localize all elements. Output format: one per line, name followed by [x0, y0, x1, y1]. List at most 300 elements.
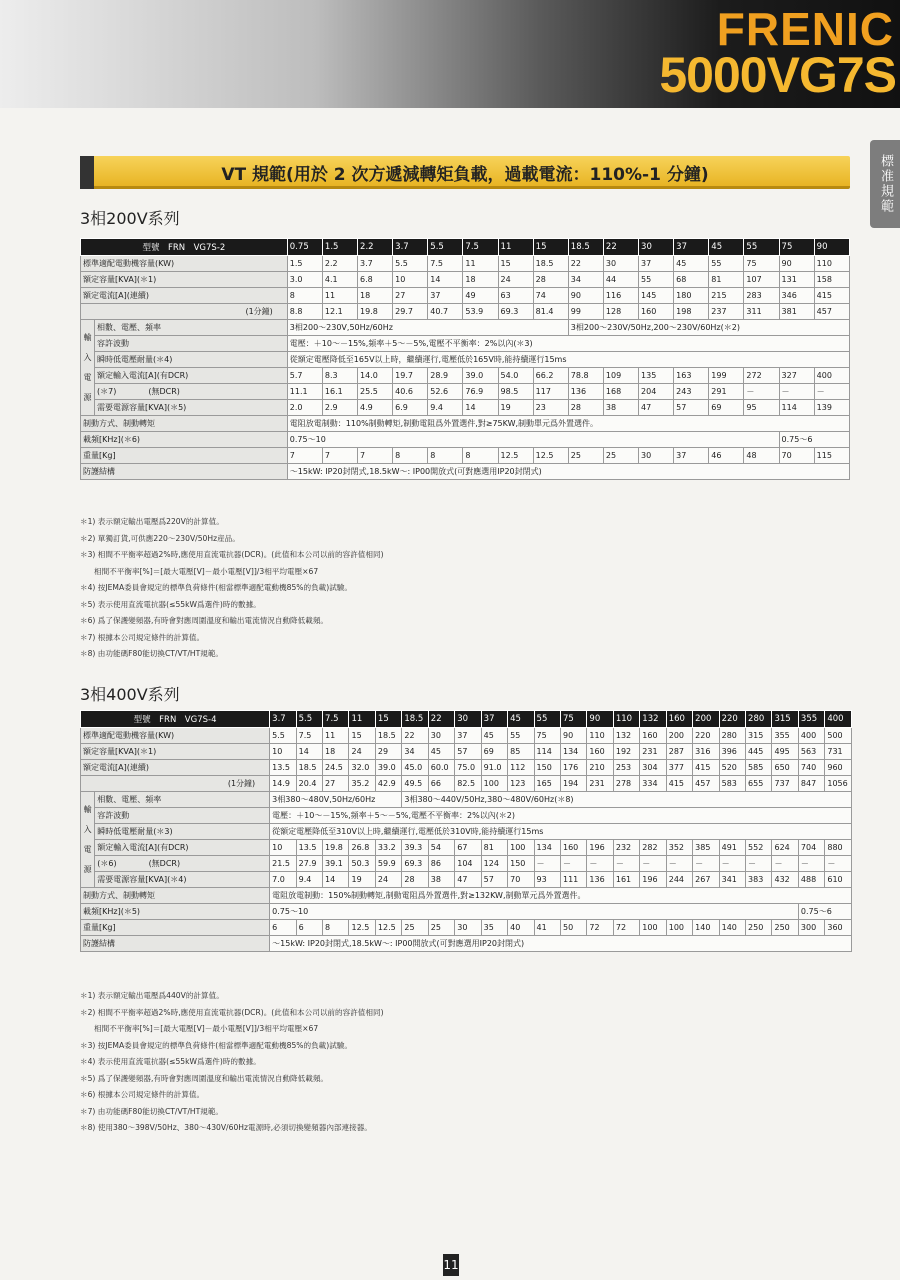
weight-row-value: 30 [639, 448, 674, 464]
motor-row [81, 256, 850, 272]
kva-row-value: 131 [779, 272, 814, 288]
power-capacity-row-value: 136 [587, 872, 613, 888]
weight-row-value: 250 [772, 920, 798, 936]
series-200v-title: 3相200V系列 [80, 209, 180, 228]
current-1min-row-value: 231 [587, 776, 613, 792]
input-current-dcr-row-value: 327 [779, 368, 814, 384]
current-1min-row-value: 334 [640, 776, 666, 792]
carrier-row-value: 0.75～10 [270, 904, 799, 920]
tolerance-row-label: 容許波動 [95, 808, 270, 824]
motor-row-value: 55 [709, 256, 744, 272]
current-1min-row-value: 847 [798, 776, 824, 792]
kva-row-value: 6.8 [358, 272, 393, 288]
motor-row-value: 500 [825, 728, 852, 744]
power-capacity-row-label: 需要電源容量[KVA](＊4) [95, 872, 270, 888]
input-current-nodcr-row-value: － [534, 856, 560, 872]
note-item: ＊5) 爲了保護變頻器,有時會對應周圍溫度和輸出電流情況自動降低載頻。 [80, 1073, 329, 1083]
braking-row [81, 888, 852, 904]
motor-row-value: 315 [746, 728, 772, 744]
model-header: 355 [798, 711, 824, 728]
model-header: 30 [455, 711, 481, 728]
kva-row-value: 44 [603, 272, 638, 288]
motor-row-value: 7.5 [296, 728, 322, 744]
input-current-nodcr-row-value: － [772, 856, 798, 872]
kva-row-value: 231 [640, 744, 666, 760]
power-capacity-row-value: 70 [508, 872, 534, 888]
current-row [81, 760, 852, 776]
input-current-dcr-row-value: 880 [825, 840, 852, 856]
model-header: 200 [693, 711, 719, 728]
current-row-value: 74 [533, 288, 568, 304]
power-capacity-row-value: 488 [798, 872, 824, 888]
kva-row-value: 55 [639, 272, 674, 288]
current-row-value: 283 [744, 288, 779, 304]
weight-row-value: 6 [296, 920, 322, 936]
enclosure-row-value: ～15kW: IP20封閉式,18.5kW～: IP00開放式(可對應選用IP20封閉式) [287, 464, 849, 480]
motor-row-value: 132 [613, 728, 639, 744]
current-row-value: 13.5 [270, 760, 296, 776]
note-item: ＊2) 相間不平衡率超過2%時,應使用直流電抗器(DCR)。(此值和本公司以前的容許值相同) [80, 1007, 384, 1017]
tolerance-row-label: 容許波動 [95, 336, 288, 352]
kva-row-value: 29 [375, 744, 401, 760]
power-capacity-row-label: 需要電源容量[KVA](＊5) [95, 400, 288, 416]
kva-row-value: 24 [498, 272, 533, 288]
weight-row-value: 30 [455, 920, 481, 936]
input-current-nodcr-row-value: 59.9 [375, 856, 401, 872]
current-row-value: 585 [746, 760, 772, 776]
enclosure-row-label: 防護結構 [81, 464, 288, 480]
model-header: 3.7 [393, 239, 428, 256]
kva-row [81, 744, 852, 760]
input-current-nodcr-row-value: 11.1 [287, 384, 322, 400]
current-1min-row-value: 278 [613, 776, 639, 792]
model-header: 400 [825, 711, 852, 728]
motor-row-value: 90 [779, 256, 814, 272]
weight-row-value: 360 [825, 920, 852, 936]
voltage-dip-row-value: 從額定電壓降低至310V以上時,繼續運行,電壓低於310V時,能持續運行15ms [270, 824, 852, 840]
power-capacity-row-value: 69 [709, 400, 744, 416]
weight-row-value: 100 [666, 920, 692, 936]
current-1min-row-value: 99 [568, 304, 603, 320]
notes-200v [80, 514, 820, 663]
model-header: 7.5 [463, 239, 498, 256]
input-current-dcr-row-value: 66.2 [533, 368, 568, 384]
current-row-value: 112 [508, 760, 534, 776]
weight-row-label: 重量[Kg] [81, 448, 288, 464]
weight-row-value: 12.5 [375, 920, 401, 936]
power-capacity-row-value: 7.0 [270, 872, 296, 888]
current-1min-row-value: 35.2 [349, 776, 375, 792]
current-1min-row-value: 49.5 [402, 776, 428, 792]
input-current-nodcr-row-label: (＊7) (無DCR) [95, 384, 288, 400]
current-1min-row-value: 100 [481, 776, 507, 792]
spec-table-200v [80, 238, 850, 480]
input-current-nodcr-row-value: 25.5 [358, 384, 393, 400]
note-item: ＊1) 表示額定輸出電壓爲440V的計算值。 [80, 991, 224, 1000]
motor-row-value: 90 [560, 728, 586, 744]
model-header: 30 [639, 239, 674, 256]
current-row-value: 176 [560, 760, 586, 776]
carrier-row-value: 0.75～6 [779, 432, 849, 448]
model-header: 90 [814, 239, 849, 256]
carrier-row-label: 載頻[KHz](＊6) [81, 432, 288, 448]
kva-row-value: 10 [270, 744, 296, 760]
model-header: 75 [560, 711, 586, 728]
motor-row-value: 200 [666, 728, 692, 744]
kva-row-value: 563 [798, 744, 824, 760]
input-current-nodcr-row-value: 291 [709, 384, 744, 400]
weight-row-value: 115 [814, 448, 849, 464]
input-current-nodcr-row-value: 76.9 [463, 384, 498, 400]
kva-row-value: 24 [349, 744, 375, 760]
motor-row-label: 標準適配電動機容量(KW) [81, 728, 270, 744]
motor-row-value: 75 [744, 256, 779, 272]
motor-row-value: 37 [639, 256, 674, 272]
current-1min-row-value: 14.9 [270, 776, 296, 792]
model-header: 22 [603, 239, 638, 256]
model-label: 型號 FRN VG7S-2 [81, 239, 288, 256]
kva-row-value: 14 [296, 744, 322, 760]
input-current-nodcr-row-value: － [746, 856, 772, 872]
input-current-nodcr-row-value: 50.3 [349, 856, 375, 872]
current-row [81, 288, 850, 304]
kva-row [81, 272, 850, 288]
current-row-value: 650 [772, 760, 798, 776]
model-header: 11 [498, 239, 533, 256]
current-row-value: 116 [603, 288, 638, 304]
carrier-row [81, 432, 850, 448]
current-row-value: 145 [639, 288, 674, 304]
power-capacity-row-value: 47 [639, 400, 674, 416]
input-current-nodcr-row-value: 117 [533, 384, 568, 400]
header-banner [0, 0, 900, 108]
input-current-nodcr-row-value: 21.5 [270, 856, 296, 872]
weight-row-value: 25 [428, 920, 454, 936]
motor-row-value: 15 [498, 256, 533, 272]
brand-logo-line1: FRENIC [716, 3, 894, 55]
section-title-bar [80, 156, 850, 189]
input-current-dcr-row-value: 54.0 [498, 368, 533, 384]
current-1min-row-value: 655 [746, 776, 772, 792]
motor-row-value: 3.7 [358, 256, 393, 272]
current-row-value: 150 [534, 760, 560, 776]
input-current-dcr-row-value: 704 [798, 840, 824, 856]
input-current-nodcr-row-label: (＊6) (無DCR) [95, 856, 270, 872]
weight-row-value: 140 [719, 920, 745, 936]
input-current-dcr-row-value: 109 [603, 368, 638, 384]
braking-row-value: 電阻放電制動：150%制動轉矩,制動電阻爲外置選件,對≥132KW,制動單元爲外置選件。 [270, 888, 852, 904]
weight-row-value: 100 [640, 920, 666, 936]
kva-row-value: 495 [772, 744, 798, 760]
model-header: 18.5 [568, 239, 603, 256]
current-1min-row-value: 198 [674, 304, 709, 320]
weight-row-value: 7 [287, 448, 322, 464]
current-1min-row-value: 1056 [825, 776, 852, 792]
motor-row-value: 5.5 [270, 728, 296, 744]
input-current-nodcr-row-value: － [814, 384, 849, 400]
weight-row-value: 12.5 [533, 448, 568, 464]
motor-row-value: 2.2 [322, 256, 357, 272]
motor-row-value: 11 [463, 256, 498, 272]
input-current-dcr-row-value: 78.8 [568, 368, 603, 384]
current-1min-row-value: 42.9 [375, 776, 401, 792]
enclosure-row [81, 936, 852, 952]
kva-row-value: 69 [481, 744, 507, 760]
input-current-dcr-row [81, 368, 850, 384]
model-header: 22 [428, 711, 454, 728]
kva-row-value: 57 [455, 744, 481, 760]
current-row-value: 740 [798, 760, 824, 776]
motor-row-value: 30 [603, 256, 638, 272]
note-item: ＊8) 使用380～398V/50Hz、380～430V/60Hz電源時,必須切換變頻器內部連接器。 [80, 1123, 372, 1132]
power-capacity-row-value: 47 [455, 872, 481, 888]
input-current-dcr-row-value: 19.8 [323, 840, 349, 856]
model-header: 45 [508, 711, 534, 728]
carrier-row-label: 載頻[KHz](＊5) [81, 904, 270, 920]
kva-row-value: 10 [393, 272, 428, 288]
input-current-nodcr-row-value: － [744, 384, 779, 400]
power-capacity-row-value: 38 [428, 872, 454, 888]
note-item: ＊7) 由功能碼F80能切換CT/VT/HT規範。 [80, 1106, 224, 1116]
input-current-dcr-row-value: 54 [428, 840, 454, 856]
current-1min-row-label: (1分鐘) [81, 304, 288, 320]
input-current-dcr-row-value: 81 [481, 840, 507, 856]
current-1min-row-value: 27 [323, 776, 349, 792]
input-current-nodcr-row-value: 27.9 [296, 856, 322, 872]
weight-row-value: 300 [798, 920, 824, 936]
weight-row-value: 140 [693, 920, 719, 936]
input-current-dcr-row-value: 624 [772, 840, 798, 856]
motor-row-value: 45 [481, 728, 507, 744]
weight-row-value: 50 [560, 920, 586, 936]
input-current-nodcr-row-value: 104 [455, 856, 481, 872]
page-number: 11 [443, 1254, 459, 1276]
model-header: 110 [613, 711, 639, 728]
series-400v-title: 3相400V系列 [80, 685, 180, 704]
current-1min-row-value: 19.8 [358, 304, 393, 320]
motor-row-value: 22 [402, 728, 428, 744]
input-current-dcr-row-value: 400 [814, 368, 849, 384]
power-capacity-row-value: 114 [779, 400, 814, 416]
model-header: 37 [481, 711, 507, 728]
current-1min-row-value: 160 [639, 304, 674, 320]
enclosure-row [81, 464, 850, 480]
notes-400v [80, 988, 820, 1137]
note-item: ＊3) 按JEMA委員會規定的標準負荷條件(相當標準適配電動機85%的負載)試驗。 [80, 1040, 353, 1050]
motor-row-value: 110 [587, 728, 613, 744]
power-capacity-row-value: 341 [719, 872, 745, 888]
kva-row-value: 28 [533, 272, 568, 288]
current-row-value: 24.5 [323, 760, 349, 776]
current-row-value: 45.0 [402, 760, 428, 776]
model-header: 55 [744, 239, 779, 256]
weight-row-value: 7 [358, 448, 393, 464]
current-row-value: 39.0 [375, 760, 401, 776]
power-capacity-row-value: 24 [375, 872, 401, 888]
motor-row-value: 18.5 [533, 256, 568, 272]
weight-row-value: 40 [508, 920, 534, 936]
model-header: 3.7 [270, 711, 296, 728]
kva-row-value: 34 [568, 272, 603, 288]
weight-row-value: 25 [603, 448, 638, 464]
spec-table-400v [80, 710, 852, 952]
voltage-dip-row-label: 瞬時低電壓耐量(＊4) [95, 352, 288, 368]
model-header: 15 [533, 239, 568, 256]
input-current-dcr-row-value: 163 [674, 368, 709, 384]
input-current-dcr-row-value: 491 [719, 840, 745, 856]
motor-row-value: 220 [693, 728, 719, 744]
input-current-nodcr-row-value: 52.6 [428, 384, 463, 400]
current-1min-row-value: 82.5 [455, 776, 481, 792]
current-1min-row-value: 415 [666, 776, 692, 792]
current-row-value: 960 [825, 760, 852, 776]
model-header: 11 [349, 711, 375, 728]
power-capacity-row-value: 57 [481, 872, 507, 888]
model-header: 160 [666, 711, 692, 728]
phase-row [81, 792, 852, 808]
model-header: 132 [640, 711, 666, 728]
motor-row-value: 5.5 [393, 256, 428, 272]
input-current-nodcr-row-value: － [666, 856, 692, 872]
input-current-dcr-row-value: 39.0 [463, 368, 498, 384]
kva-row-value: 316 [693, 744, 719, 760]
input-current-nodcr-row-value: 86 [428, 856, 454, 872]
input-current-nodcr-row-value: 16.1 [322, 384, 357, 400]
motor-row-value: 55 [508, 728, 534, 744]
power-capacity-row-value: 19 [349, 872, 375, 888]
power-capacity-row-value: 93 [534, 872, 560, 888]
kva-row-value: 114 [534, 744, 560, 760]
motor-row-value: 15 [349, 728, 375, 744]
input-current-dcr-row-value: 100 [508, 840, 534, 856]
current-row-value: 32.0 [349, 760, 375, 776]
input-current-nodcr-row-value: 243 [674, 384, 709, 400]
current-row-value: 49 [463, 288, 498, 304]
kva-row-value: 134 [560, 744, 586, 760]
weight-row-value: 8 [323, 920, 349, 936]
current-1min-row [81, 304, 850, 320]
current-1min-row-value: 128 [603, 304, 638, 320]
input-current-nodcr-row-value: － [825, 856, 852, 872]
model-header: 1.5 [322, 239, 357, 256]
current-1min-row-value: 237 [709, 304, 744, 320]
kva-row-value: 34 [402, 744, 428, 760]
kva-row-value: 85 [508, 744, 534, 760]
weight-row-value: 70 [779, 448, 814, 464]
power-capacity-row-value: 2.9 [322, 400, 357, 416]
power-capacity-row-value: 432 [772, 872, 798, 888]
input-current-nodcr-row-value: － [560, 856, 586, 872]
current-row-label: 額定電流[A](連續) [81, 288, 288, 304]
current-1min-row-value: 311 [744, 304, 779, 320]
input-current-nodcr-row-value: 136 [568, 384, 603, 400]
input-current-nodcr-row-value: 39.1 [323, 856, 349, 872]
current-row-value: 11 [322, 288, 357, 304]
current-row-value: 210 [587, 760, 613, 776]
input-current-dcr-row-value: 14.0 [358, 368, 393, 384]
power-capacity-row-value: 57 [674, 400, 709, 416]
note-item: 相間不平衡率[%]＝[最大電壓[V]－最小電壓[V]]/3相平均電壓×67 [94, 1024, 319, 1033]
weight-row-value: 48 [744, 448, 779, 464]
current-row-value: 91.0 [481, 760, 507, 776]
note-item: ＊4) 表示使用直流電抗器(≤55kW爲選件)時的數據。 [80, 1057, 261, 1066]
input-power-group-label: 輸 入 電 源 [81, 792, 95, 888]
model-header: 5.5 [428, 239, 463, 256]
motor-row-label: 標準適配電動機容量(KW) [81, 256, 288, 272]
current-1min-row-value: 53.9 [463, 304, 498, 320]
model-header: 220 [719, 711, 745, 728]
kva-row-value: 731 [825, 744, 852, 760]
weight-row-value: 12.5 [349, 920, 375, 936]
current-row-value: 253 [613, 760, 639, 776]
weight-row-value: 6 [270, 920, 296, 936]
kva-row-value: 287 [666, 744, 692, 760]
voltage-dip-row [81, 824, 852, 840]
current-1min-row-value: 20.4 [296, 776, 322, 792]
braking-row [81, 416, 850, 432]
kva-row-value: 4.1 [322, 272, 357, 288]
power-capacity-row-value: 19 [498, 400, 533, 416]
current-row-value: 18.5 [296, 760, 322, 776]
current-row-value: 75.0 [455, 760, 481, 776]
motor-row-value: 110 [814, 256, 849, 272]
current-1min-row-value: 194 [560, 776, 586, 792]
voltage-dip-row-label: 瞬時低電壓耐量(＊3) [95, 824, 270, 840]
current-1min-row-label: (1分鐘) [81, 776, 270, 792]
kva-row-value: 14 [428, 272, 463, 288]
kva-row-value: 45 [428, 744, 454, 760]
current-row-value: 520 [719, 760, 745, 776]
power-capacity-row-value: 383 [746, 872, 772, 888]
model-header: 280 [746, 711, 772, 728]
power-capacity-row-value: 267 [693, 872, 719, 888]
input-current-dcr-row-value: 33.2 [375, 840, 401, 856]
current-row-value: 415 [814, 288, 849, 304]
kva-row-value: 192 [613, 744, 639, 760]
input-current-nodcr-row-value: － [613, 856, 639, 872]
brand-logo-line2: 5000VG7S [659, 47, 896, 103]
current-row-label: 額定電流[A](連續) [81, 760, 270, 776]
current-row-value: 215 [709, 288, 744, 304]
tolerance-row-value: 電壓：＋10～－15%,頻率＋5～－5%,電壓不平衡率：2%以內(＊2) [270, 808, 852, 824]
weight-row-value: 250 [746, 920, 772, 936]
tolerance-row-value: 電壓：＋10～－15%,頻率＋5～－5%,電壓不平衡率：2%以內(＊3) [287, 336, 849, 352]
side-tab-standard-spec[interactable]: 標准規範 [870, 140, 900, 228]
note-item: 相間不平衡率[%]＝[最大電壓[V]－最小電壓[V]]/3相平均電壓×67 [94, 566, 319, 576]
kva-row-value: 18 [463, 272, 498, 288]
weight-row-value: 37 [674, 448, 709, 464]
input-current-dcr-row-value: 67 [455, 840, 481, 856]
model-header: 37 [674, 239, 709, 256]
motor-row-value: 37 [455, 728, 481, 744]
current-row-value: 8 [287, 288, 322, 304]
braking-row-value: 電阻放電制動：110%制動轉矩,制動電阻爲外置選件,對≥75KW,制動單元爲外置選件。 [287, 416, 849, 432]
input-current-nodcr-row-value: － [798, 856, 824, 872]
input-current-dcr-row-value: 385 [693, 840, 719, 856]
weight-row-value: 7 [322, 448, 357, 464]
input-current-nodcr-row-value: 124 [481, 856, 507, 872]
voltage-dip-row-value: 從額定電壓降低至165V以上時，繼續運行,電壓低於165V時,能持續運行15ms [287, 352, 849, 368]
current-1min-row-value: 81.4 [533, 304, 568, 320]
note-item: ＊4) 按JEMA委員會規定的標準負荷條件(相當標準適配電動機85%的負載)試驗。 [80, 583, 353, 592]
input-current-nodcr-row-value: － [779, 384, 814, 400]
weight-row-label: 重量[Kg] [81, 920, 270, 936]
motor-row-value: 1.5 [287, 256, 322, 272]
weight-row-value: 41 [534, 920, 560, 936]
input-current-dcr-row-value: 28.9 [428, 368, 463, 384]
current-row-value: 37 [428, 288, 463, 304]
model-header: 45 [709, 239, 744, 256]
